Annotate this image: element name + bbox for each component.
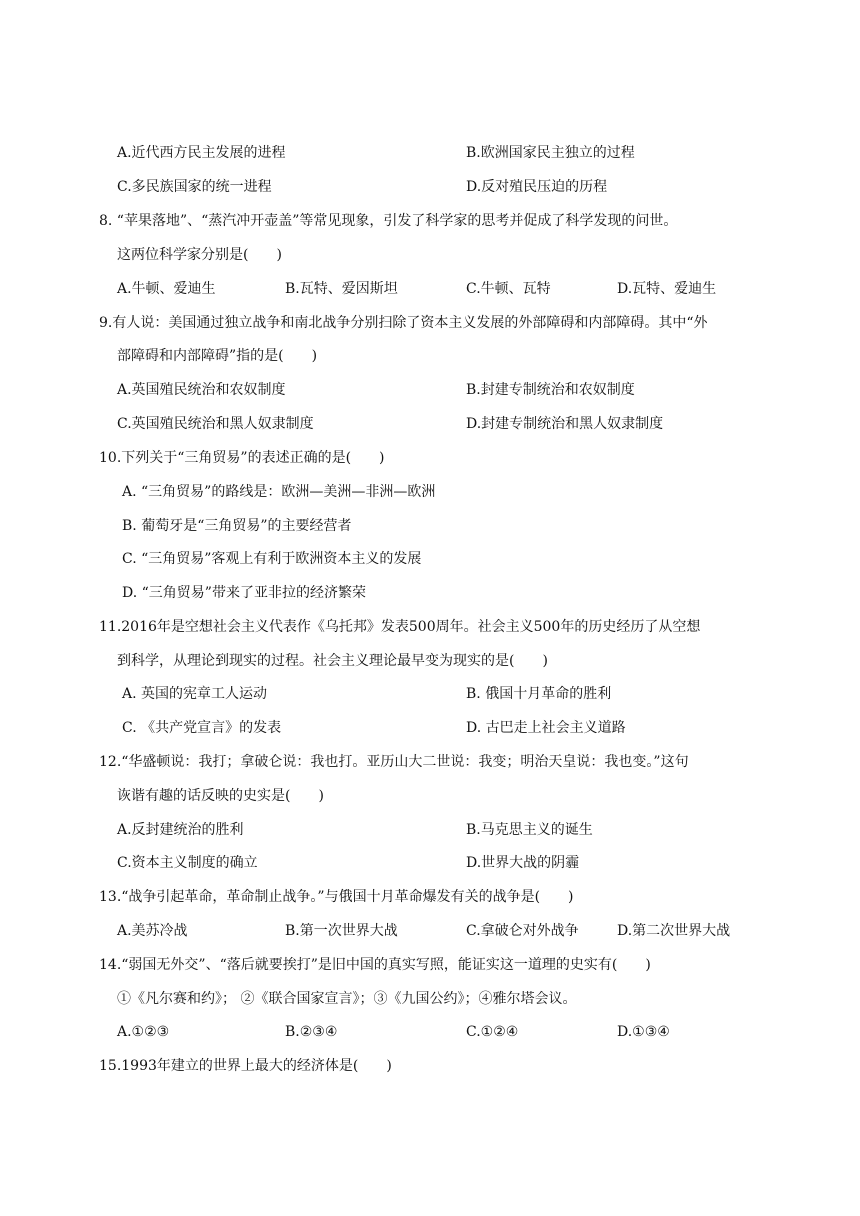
q12-option-c: C.资本主义制度的确立 (117, 855, 258, 871)
q9-stem-line1: 9.有人说：美国通过独立战争和南北战争分别扫除了资本主义发展的外部障碍和内部障碍。其中“外 (99, 315, 708, 331)
q7-option-a: A.近代西方民主发展的进程 (117, 145, 286, 161)
q12-option-a: A.反封建统治的胜利 (117, 822, 244, 838)
q8-stem-line2: 这两位科学家分别是( ) (117, 247, 282, 263)
q11-option-a: A. 英国的宪章工人运动 (122, 686, 268, 702)
q14-stem-line2: ①《凡尔赛和约》； ②《联合国家宣言》；③《九国公约》；④雅尔塔会议。 (117, 991, 577, 1007)
q12-stem-line1: 12.“华盛顿说：我打；拿破仑说：我也打。亚历山大二世说：我变；明治天皇说：我也变。”这句 (99, 754, 689, 770)
q10-option-a: A. “三角贸易”的路线是：欧洲—美洲—非洲—欧洲 (122, 484, 436, 500)
q8-option-a: A.牛顿、爱迪生 (117, 281, 216, 297)
q12-stem-line2: 诙谐有趣的话反映的史实是( ) (117, 788, 324, 804)
q13-option-b: B.第一次世界大战 (285, 923, 398, 939)
q14-option-b: B.②③④ (285, 1024, 338, 1040)
q11-option-d: D. 古巴走上社会主义道路 (466, 720, 626, 736)
q14-option-a: A.①②③ (117, 1024, 170, 1040)
q12-option-d: D.世界大战的阴霾 (466, 855, 580, 871)
q9-option-d: D.封建专制统治和黑人奴隶制度 (466, 416, 664, 432)
q10-option-b: B. 葡萄牙是“三角贸易”的主要经营者 (122, 518, 352, 534)
q10-option-c: C. “三角贸易”客观上有利于欧洲资本主义的发展 (122, 551, 422, 567)
q7-option-d: D.反对殖民压迫的历程 (466, 179, 608, 195)
q13-option-a: A.美苏冷战 (117, 923, 188, 939)
q10-stem-line1: 10.下列关于“三角贸易”的表述正确的是( ) (99, 450, 385, 466)
q8-stem-line1: 8. “苹果落地”、“蒸汽冲开壶盖”等常见现象，引发了科学家的思考并促成了科学发现的问世。 (99, 213, 678, 229)
q15-stem-line1: 15.1993年建立的世界上最大的经济体是( ) (99, 1058, 392, 1074)
q13-option-c: C.拿破仑对外战争 (466, 923, 579, 939)
q10-option-d: D. “三角贸易”带来了亚非拉的经济繁荣 (122, 585, 366, 601)
q8-option-c: C.牛顿、瓦特 (466, 281, 551, 297)
q11-stem-line1: 11.2016年是空想社会主义代表作《乌托邦》发表500周年。社会主义500年的历史经历了从空想 (99, 619, 701, 635)
q11-option-c: C. 《共产党宣言》的发表 (122, 720, 282, 736)
q9-option-b: B.封建专制统治和农奴制度 (466, 382, 635, 398)
q8-option-b: B.瓦特、爱因斯坦 (285, 281, 398, 297)
q9-stem-line2: 部障碍和内部障碍”指的是( ) (117, 348, 318, 364)
q7-option-b: B.欧洲国家民主独立的过程 (466, 145, 635, 161)
q9-option-c: C.英国殖民统治和黑人奴隶制度 (117, 416, 314, 432)
q9-option-a: A.英国殖民统治和农奴制度 (117, 382, 286, 398)
q14-stem-line1: 14.“弱国无外交”、“落后就要挨打”是旧中国的真实写照，能证实这一道理的史实有( ) (99, 957, 651, 973)
q11-stem-line2: 到科学，从理论到现实的过程。社会主义理论最早变为现实的是( ) (117, 653, 548, 669)
q13-stem-line1: 13.“战争引起革命，革命制止战争。”与俄国十月革命爆发有关的战争是( ) (99, 889, 574, 905)
q14-option-d: D.①③④ (617, 1024, 670, 1040)
q7-option-c: C.多民族国家的统一进程 (117, 179, 272, 195)
q11-option-b: B. 俄国十月革命的胜利 (466, 686, 612, 702)
q14-option-c: C.①②④ (466, 1024, 519, 1040)
q8-option-d: D.瓦特、爱迪生 (617, 281, 717, 297)
q12-option-b: B.马克思主义的诞生 (466, 822, 593, 838)
q13-option-d: D.第二次世界大战 (617, 923, 731, 939)
